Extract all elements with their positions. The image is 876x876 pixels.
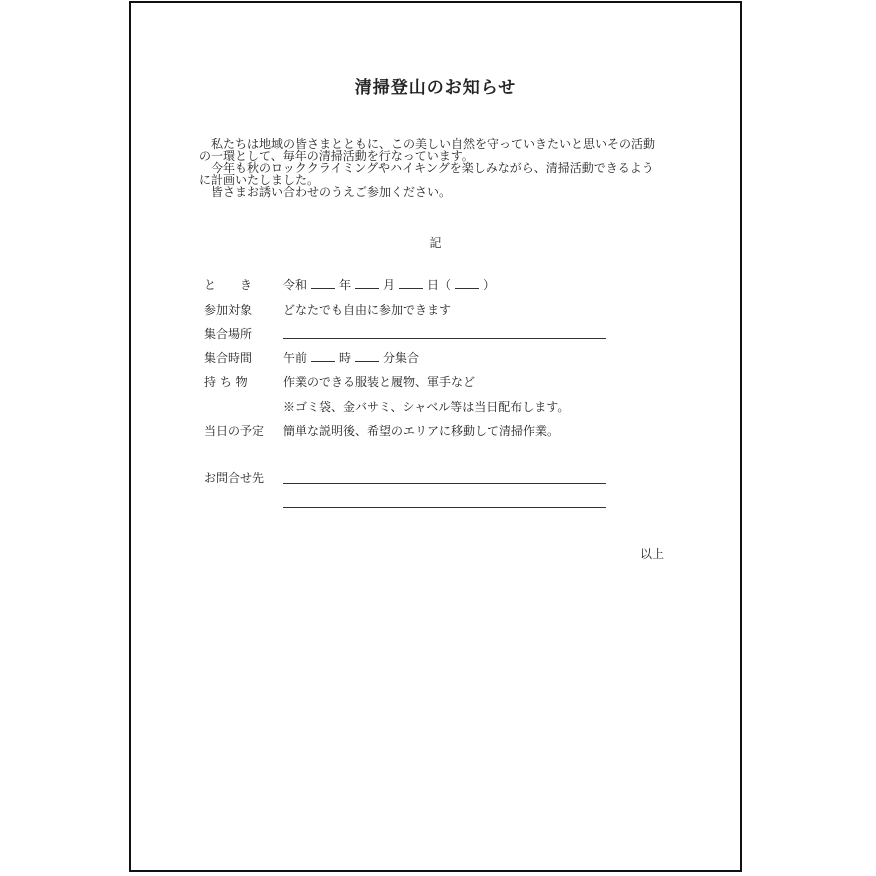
hour-text: 時 — [339, 351, 352, 365]
belongings-value: 作業のできる服装と履物、軍手など — [283, 375, 476, 389]
belongings-label: 持 ち 物 — [204, 375, 248, 389]
era-text: 令和 — [283, 278, 308, 292]
month-blank — [355, 279, 379, 289]
am-text: 午前 — [283, 351, 308, 365]
place-blank-line — [283, 338, 606, 339]
participants-value: どなたでも自由に参加できます — [283, 303, 452, 317]
belongings-note: ※ゴミ袋、金バサミ、シャベル等は当日配布します。 — [283, 400, 570, 414]
time-value — [283, 350, 419, 366]
contact-line-2 — [283, 507, 606, 508]
place-label: 集合場所 — [204, 327, 253, 341]
hour-blank — [311, 352, 335, 362]
document-title: 清掃登山のお知らせ — [354, 78, 517, 98]
day-blank — [399, 279, 423, 289]
year-blank — [311, 279, 335, 289]
minute-text: 分集合 — [383, 351, 420, 365]
minute-blank — [355, 352, 379, 362]
date-value — [283, 277, 495, 293]
weekday-blank — [455, 279, 479, 289]
contact-line-1 — [283, 483, 606, 484]
participants-label: 参加対象 — [204, 303, 253, 317]
schedule-value: 簡単な説明後、希望のエリアに移動して清掃作業。 — [283, 424, 560, 438]
date-label: と き — [204, 278, 253, 292]
year-text: 年 — [339, 278, 352, 292]
time-label: 集合時間 — [204, 351, 253, 365]
month-text: 月 — [383, 278, 396, 292]
closing-text: 以上 — [640, 547, 665, 561]
schedule-label: 当日の予定 — [204, 424, 265, 438]
ki-heading: 記 — [429, 236, 442, 250]
close-paren: ） — [483, 278, 496, 292]
document-page — [129, 1, 742, 872]
contact-label: お問合せ先 — [204, 471, 265, 485]
day-text: 日（ — [427, 278, 452, 292]
intro-paragraph: 私たちは地域の皆さまとともに、この美しい自然を守っていきたいと思いその活動 の一環として、毎年の清掃活動を行なっています。 今年も秋のロッククライミングやハイキングを楽しみながら、清掃活動できるよう に計画いたしました。 皆さまお誘い合わせのうえご参加ください。 — [199, 137, 656, 199]
